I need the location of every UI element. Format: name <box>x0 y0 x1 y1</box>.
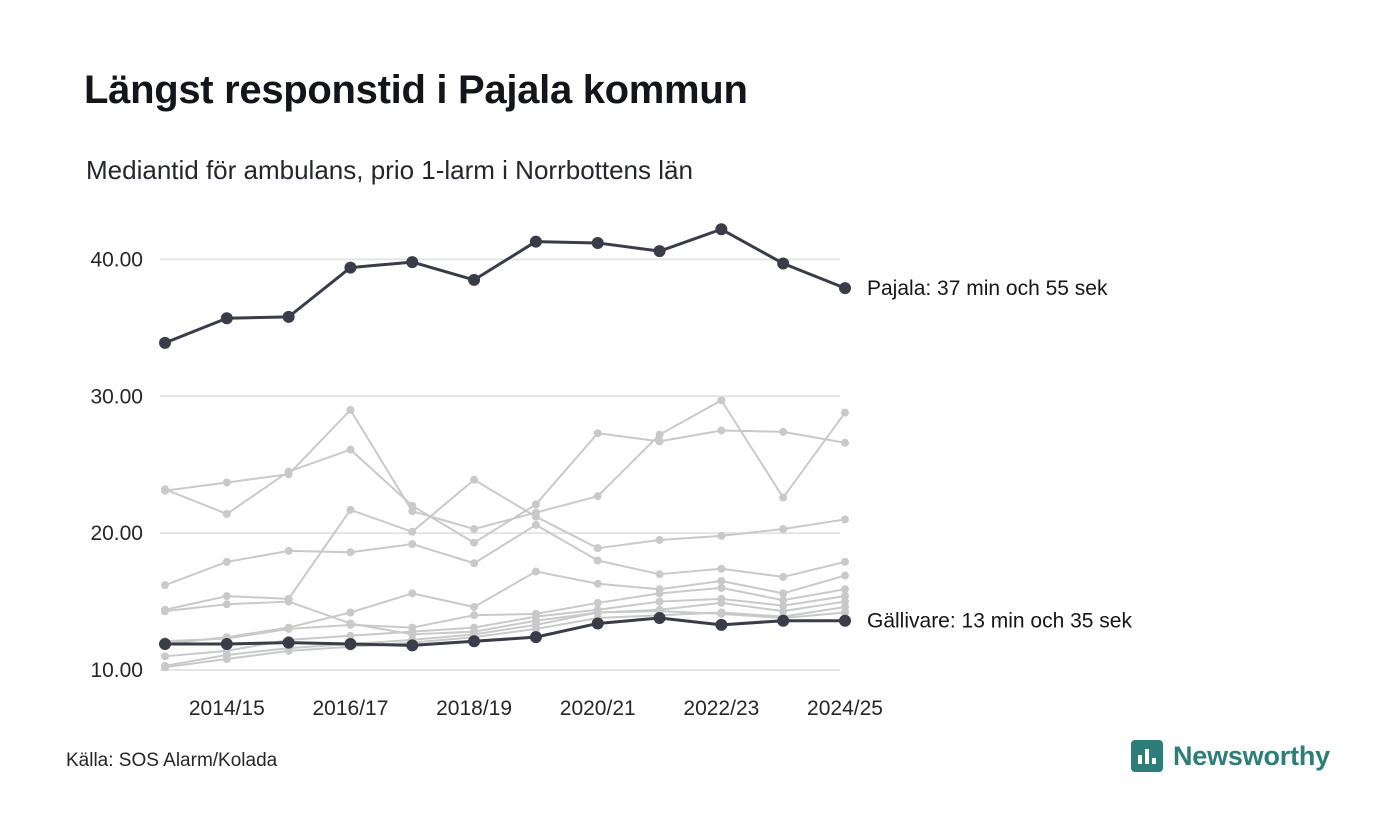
data-point <box>468 635 480 647</box>
x-tick-label: 2020/21 <box>559 697 636 720</box>
data-point <box>406 639 418 651</box>
data-point <box>470 476 478 484</box>
data-point <box>656 431 664 439</box>
x-tick-label: 2014/15 <box>188 697 265 720</box>
x-tick-label: 2016/17 <box>312 697 389 720</box>
data-point <box>223 558 231 566</box>
data-point <box>406 256 418 268</box>
data-point <box>654 245 666 257</box>
data-point <box>161 663 169 671</box>
data-point <box>221 312 233 324</box>
data-point <box>656 536 664 544</box>
data-point <box>408 540 416 548</box>
data-point <box>841 585 849 593</box>
brand-logo <box>1131 740 1330 772</box>
data-point <box>715 223 727 235</box>
data-point <box>841 439 849 447</box>
data-point <box>594 429 602 437</box>
newsworthy-bars-icon <box>1131 740 1163 772</box>
data-point <box>717 599 725 607</box>
source-note: Källa: SOS Alarm/Kolada <box>66 750 278 771</box>
data-point <box>285 547 293 555</box>
y-tick-label: 40.00 <box>90 248 143 272</box>
series-annotations <box>867 277 1132 633</box>
data-point <box>779 428 787 436</box>
data-point <box>346 406 354 414</box>
data-point <box>715 619 727 631</box>
data-point <box>841 409 849 417</box>
data-point <box>839 282 851 294</box>
data-point <box>594 492 602 500</box>
brand-name: Newsworthy <box>1172 740 1330 771</box>
data-point <box>779 494 787 502</box>
data-point <box>223 478 231 486</box>
data-point <box>779 525 787 533</box>
data-point <box>470 603 478 611</box>
gridlines <box>160 259 840 670</box>
data-point <box>532 500 540 508</box>
data-point <box>221 638 233 650</box>
series-line <box>165 229 845 343</box>
data-point <box>344 638 356 650</box>
data-point <box>283 637 295 649</box>
data-point <box>346 506 354 514</box>
x-tick-label: 2018/19 <box>436 697 513 720</box>
data-point <box>532 521 540 529</box>
data-point <box>223 655 231 663</box>
data-point <box>717 426 725 434</box>
data-point <box>223 600 231 608</box>
data-point <box>594 609 602 617</box>
data-point <box>159 337 171 349</box>
data-point <box>594 544 602 552</box>
page-subtitle: Mediantid för ambulans, prio 1-larm i Norrbottens län <box>86 155 693 185</box>
data-point <box>408 630 416 638</box>
x-tick-label: 2024/25 <box>807 697 883 720</box>
data-point <box>656 598 664 606</box>
data-point <box>346 609 354 617</box>
data-point <box>656 570 664 578</box>
data-point <box>717 577 725 585</box>
series-line <box>165 400 845 529</box>
data-point <box>285 470 293 478</box>
y-tick-label: 30.00 <box>90 385 143 409</box>
data-point <box>223 510 231 518</box>
data-point <box>470 525 478 533</box>
data-point <box>346 619 354 627</box>
data-point <box>717 396 725 404</box>
data-point <box>530 631 542 643</box>
data-point <box>161 607 169 615</box>
series-label: Pajala: 37 min och 55 sek <box>867 277 1108 301</box>
y-tick-label: 20.00 <box>90 522 143 546</box>
data-point <box>839 615 851 627</box>
data-point <box>779 573 787 581</box>
data-point <box>408 589 416 597</box>
data-point <box>346 548 354 556</box>
data-point <box>594 580 602 588</box>
y-tick-label: 10.00 <box>90 659 143 682</box>
data-point <box>470 559 478 567</box>
data-point <box>285 598 293 606</box>
x-tick-label: 2022/23 <box>683 697 760 720</box>
data-point <box>223 592 231 600</box>
data-point <box>470 611 478 619</box>
data-point <box>161 581 169 589</box>
data-point <box>594 557 602 565</box>
data-point <box>532 567 540 575</box>
x-axis-tick-labels <box>189 697 883 720</box>
data-point <box>346 446 354 454</box>
data-point <box>161 652 169 660</box>
data-point <box>777 615 789 627</box>
data-point <box>532 513 540 521</box>
data-point <box>717 532 725 540</box>
data-point <box>283 311 295 323</box>
data-point <box>777 257 789 269</box>
data-point <box>717 610 725 618</box>
series-line <box>165 430 845 542</box>
data-point <box>841 558 849 566</box>
data-point <box>161 487 169 495</box>
data-point <box>285 625 293 633</box>
data-point <box>592 617 604 629</box>
data-point <box>468 274 480 286</box>
data-point <box>408 507 416 515</box>
data-point <box>779 589 787 597</box>
data-point <box>594 599 602 607</box>
data-point <box>159 638 171 650</box>
data-point <box>841 572 849 580</box>
data-point <box>717 565 725 573</box>
data-point <box>654 612 666 624</box>
series-label: Gällivare: 13 min och 35 sek <box>867 609 1132 633</box>
page-title: Längst responstid i Pajala kommun <box>84 68 748 112</box>
data-point <box>344 262 356 274</box>
data-point <box>592 237 604 249</box>
data-point <box>841 515 849 523</box>
data-point <box>408 528 416 536</box>
data-point <box>717 584 725 592</box>
data-point <box>656 589 664 597</box>
y-axis-tick-labels <box>90 248 143 682</box>
data-point <box>470 539 478 547</box>
data-point <box>530 236 542 248</box>
data-point <box>470 628 478 636</box>
data-point <box>532 617 540 625</box>
